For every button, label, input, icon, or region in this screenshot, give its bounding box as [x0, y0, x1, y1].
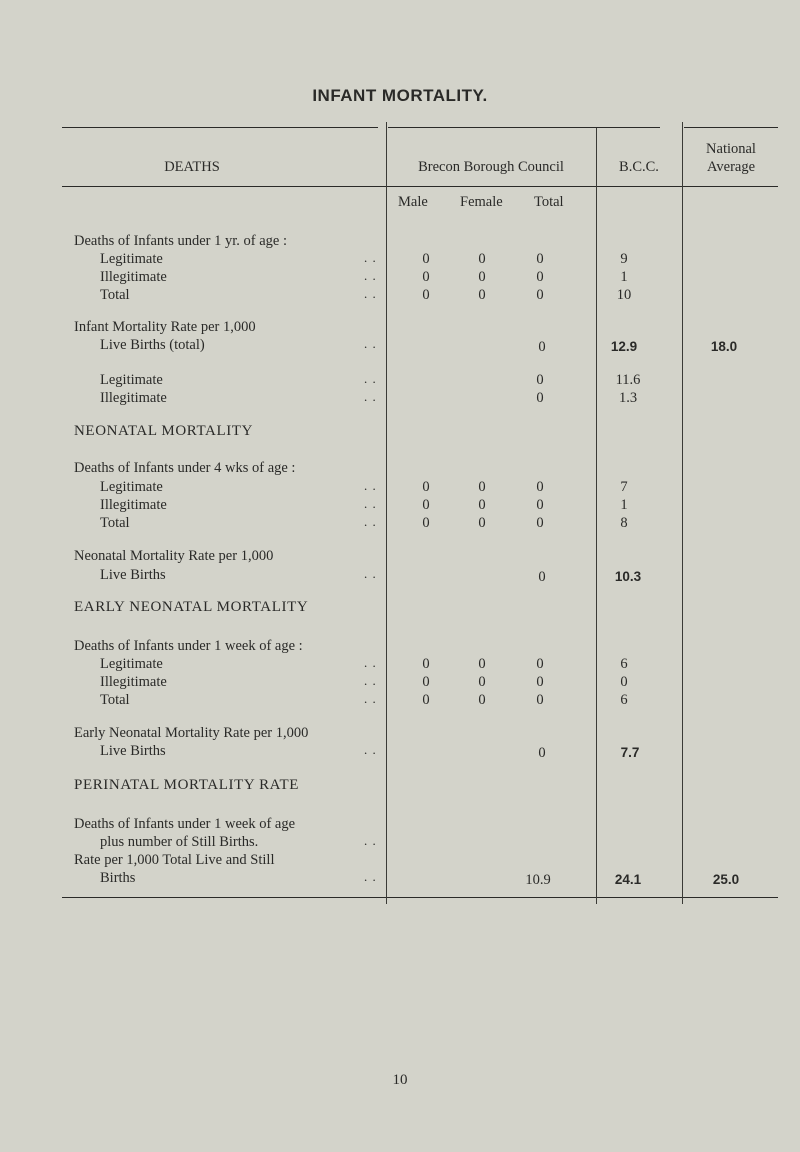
row-label: Deaths of Infants under 4 wks of age :: [74, 460, 296, 476]
cell-total: 0: [536, 251, 544, 267]
row-label: plus number of Still Births.: [100, 834, 259, 850]
row-label: Legitimate: [100, 656, 163, 672]
section-heading: NEONATAL MORTALITY: [74, 423, 254, 439]
section-heading: PERINATAL MORTALITY RATE: [74, 777, 299, 793]
page-number: 10: [392, 1072, 408, 1088]
column-separator: [386, 122, 387, 904]
cell-total: 0: [536, 656, 544, 672]
leader-dots: . .: [364, 833, 377, 848]
row-label: Births: [100, 870, 136, 886]
row-label: Legitimate: [100, 251, 163, 267]
cell-bcc: 0: [620, 674, 628, 690]
row-label: Total: [100, 515, 130, 531]
cell-male: 0: [422, 497, 430, 513]
column-separator: [596, 128, 597, 904]
row-label: Rate per 1,000 Total Live and Still: [74, 852, 275, 868]
header-council: Brecon Borough Council: [418, 159, 564, 175]
row-label: Deaths of Infants under 1 yr. of age :: [74, 233, 288, 249]
cell-bcc: 10: [616, 287, 632, 303]
cell-bcc: 12.9: [610, 339, 638, 354]
section-heading: EARLY NEONATAL MORTALITY: [74, 599, 309, 615]
row-label: Early Neonatal Mortality Rate per 1,000: [74, 725, 309, 741]
cell-bcc: 6: [620, 656, 628, 672]
cell-male: 0: [422, 479, 430, 495]
cell-female: 0: [478, 656, 486, 672]
row-label: Infant Mortality Rate per 1,000: [74, 319, 256, 335]
cell-national: 18.0: [710, 339, 738, 354]
subheader-male: Male: [398, 194, 428, 210]
table-top-rule: [388, 127, 660, 128]
cell-total: 0: [536, 515, 544, 531]
subheader-female: Female: [460, 194, 503, 210]
row-label: Deaths of Infants under 1 week of age: [74, 816, 296, 832]
row-label: Neonatal Mortality Rate per 1,000: [74, 548, 274, 564]
leader-dots: . .: [364, 389, 377, 404]
cell-total: 0: [536, 692, 544, 708]
cell-male: 0: [422, 674, 430, 690]
cell-bcc: 7.7: [620, 745, 640, 760]
table-top-rule: [684, 127, 778, 128]
cell-bcc: 7: [620, 479, 628, 495]
cell-total: 0: [536, 269, 544, 285]
leader-dots: . .: [364, 268, 377, 283]
cell-total: 0: [536, 497, 544, 513]
cell-female: 0: [478, 692, 486, 708]
row-label: Illegitimate: [100, 390, 167, 406]
row-label: Legitimate: [100, 479, 163, 495]
header-national-1: National: [706, 141, 756, 157]
cell-female: 0: [478, 497, 486, 513]
row-label: Legitimate: [100, 372, 163, 388]
cell-female: 0: [478, 287, 486, 303]
row-label: Deaths of Infants under 1 week of age :: [74, 638, 303, 654]
cell-male: 0: [422, 515, 430, 531]
leader-dots: . .: [364, 478, 377, 493]
leader-dots: . .: [364, 514, 377, 529]
cell-national: 25.0: [712, 872, 740, 887]
row-label: Total: [100, 692, 130, 708]
cell-bcc: 10.3: [614, 569, 642, 584]
table-bottom-rule: [62, 897, 778, 898]
row-label: Illegitimate: [100, 269, 167, 285]
leader-dots: . .: [364, 286, 377, 301]
leader-dots: . .: [364, 496, 377, 511]
row-label: Illegitimate: [100, 674, 167, 690]
row-label: Total: [100, 287, 130, 303]
cell-male: 0: [422, 251, 430, 267]
cell-male: 0: [422, 269, 430, 285]
page-title: INFANT MORTALITY.: [312, 86, 488, 105]
subheader-total: Total: [534, 194, 564, 210]
cell-female: 0: [478, 269, 486, 285]
row-label: Live Births: [100, 567, 166, 583]
cell-bcc: 8: [620, 515, 628, 531]
cell-male: 0: [422, 287, 430, 303]
leader-dots: . .: [364, 742, 377, 757]
row-label: Live Births (total): [100, 337, 205, 353]
cell-total: 0: [538, 569, 546, 585]
row-label: Live Births: [100, 743, 166, 759]
cell-bcc: 11.6: [615, 372, 641, 388]
column-separator: [682, 122, 683, 904]
cell-bcc: 24.1: [614, 872, 642, 887]
cell-total: 0: [536, 287, 544, 303]
cell-male: 0: [422, 692, 430, 708]
leader-dots: . .: [364, 869, 377, 884]
header-rule: [62, 186, 778, 187]
cell-female: 0: [478, 674, 486, 690]
leader-dots: . .: [364, 655, 377, 670]
cell-female: 0: [478, 251, 486, 267]
cell-bcc: 6: [620, 692, 628, 708]
header-deaths: DEATHS: [164, 159, 220, 175]
cell-total: 0: [536, 674, 544, 690]
leader-dots: . .: [364, 250, 377, 265]
row-label: Illegitimate: [100, 497, 167, 513]
cell-total: 0: [536, 390, 544, 406]
cell-bcc: 1.3: [618, 390, 638, 406]
leader-dots: . .: [364, 566, 377, 581]
leader-dots: . .: [364, 673, 377, 688]
header-bcc: B.C.C.: [619, 159, 659, 175]
leader-dots: . .: [364, 691, 377, 706]
cell-bcc: 1: [620, 269, 628, 285]
cell-total: 0: [536, 479, 544, 495]
cell-female: 0: [478, 479, 486, 495]
header-national-2: Average: [706, 159, 756, 175]
cell-male: 0: [422, 656, 430, 672]
cell-female: 0: [478, 515, 486, 531]
cell-total: 0: [538, 745, 546, 761]
cell-total: 0: [536, 372, 544, 388]
leader-dots: . .: [364, 371, 377, 386]
table-top-rule: [62, 127, 378, 128]
cell-total: 0: [538, 339, 546, 355]
cell-total: 10.9: [525, 872, 551, 888]
leader-dots: . .: [364, 336, 377, 351]
cell-bcc: 9: [620, 251, 628, 267]
cell-bcc: 1: [620, 497, 628, 513]
